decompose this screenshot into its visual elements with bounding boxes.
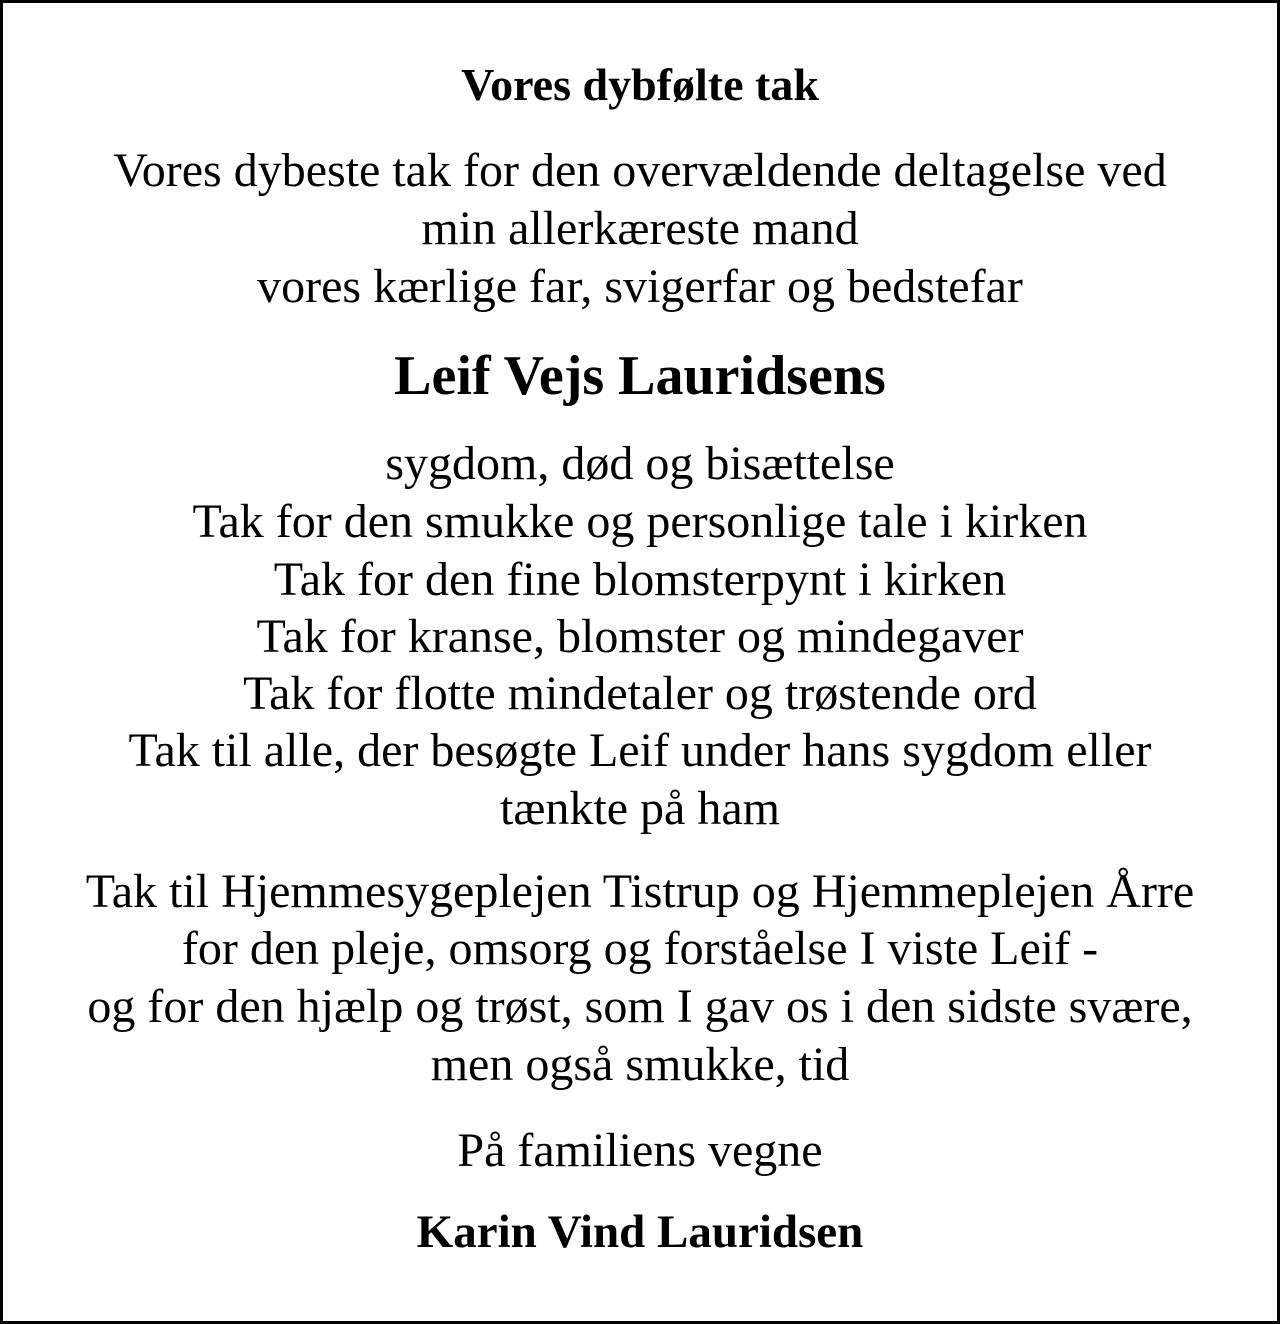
thanks-line-7: tænkte på ham bbox=[500, 782, 780, 835]
intro-line-2: min allerkæreste mand bbox=[421, 202, 859, 255]
intro-line-1: Vores dybeste tak for den overvældende deltagelse ved bbox=[113, 144, 1167, 197]
thanks-line-5: Tak for flotte mindetaler og trøstende ord bbox=[243, 667, 1037, 720]
closing-line: På familiens vegne bbox=[457, 1124, 823, 1177]
signature: Karin Vind Lauridsen bbox=[416, 1206, 864, 1258]
deceased-name: Leif Vejs Lauridsens bbox=[394, 345, 886, 407]
thanks-line-2: Tak for den smukke og personlige tale i kirken bbox=[192, 495, 1088, 548]
care-line-2: for den pleje, omsorg og forståelse I viste Leif - bbox=[181, 922, 1099, 975]
thanks-line-6: Tak til alle, der besøgte Leif under hans sygdom eller bbox=[128, 724, 1152, 777]
thanks-line-1: sygdom, død og bisættelse bbox=[385, 437, 895, 490]
thanks-line-4: Tak for kranse, blomster og mindegaver bbox=[256, 610, 1024, 663]
care-line-3: og for den hjælp og trøst, som I gav os i den sidste svære, bbox=[87, 980, 1193, 1033]
care-line-4: men også smukke, tid bbox=[430, 1038, 850, 1091]
care-line-1: Tak til Hjemmesygeplejen Tistrup og Hjemmeplejen Årre bbox=[85, 865, 1195, 918]
notice-heading: Vores dybfølte tak bbox=[461, 59, 819, 110]
intro-line-3: vores kærlige far, svigerfar og bedstefar bbox=[257, 260, 1023, 313]
thanks-line-3: Tak for den fine blomsterpynt i kirken bbox=[273, 553, 1007, 606]
